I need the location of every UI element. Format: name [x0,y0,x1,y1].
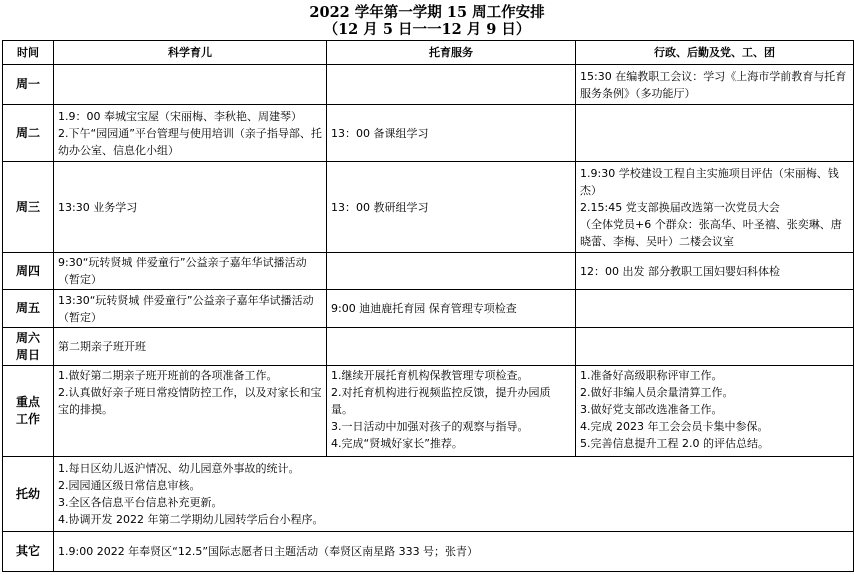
childcare-tuesday [327,105,576,162]
tuoyou-item: 2.园园通区级日常信息审核。 [58,479,201,492]
day-weekend-line: 周六 [15,330,40,345]
day-key-work-line: 工作 [15,412,40,426]
science-key-work-item: 2.认真做好亲子班日常疫情防控工作，以及对家长和宝宝的排摸。 [58,386,322,416]
admin-tuesday [576,105,854,162]
admin-key-work-item: 2.做好非编人员余量清算工作。 [580,386,734,399]
row-thursday [3,253,854,290]
childcare-monday [327,65,576,105]
admin-key-work-item: 4.完成 2023 年工会会员卡集中参保。 [580,420,769,433]
admin-monday-item: 15:30 在编教职工会议：学习《上海市学前教育与托育服务条例》（多功能厅） [580,69,847,100]
row-weekend [3,328,854,366]
day-wednesday: 周三 [3,162,54,253]
admin-key-work-item: 1.准备好高级职称评审工作。 [580,369,723,382]
science-friday-item: 13:30“玩转贤城 伴爱童行”公益亲子嘉年华试播活动（暂定） [58,293,314,324]
childcare-weekend [327,328,576,366]
childcare-wednesday [327,162,576,253]
childcare-friday [327,290,576,328]
childcare-key-work-item: 1.继续开展托育机构保教管理专项检查。 [331,369,529,382]
day-other: 其它 [3,532,54,572]
childcare-key-work-item: 2.对托育机构进行视频监控反馈，提升办园质量。 [331,386,551,416]
header-childcare: 托育服务 [327,41,576,65]
schedule-body [3,65,854,572]
tuoyou-item: 4.协调开发 2022 年第二学期幼儿园转学后台小程序。 [58,513,324,526]
tuoyou-item: 1.每日区幼儿返沪情况、幼儿园意外事故的统计。 [58,462,300,475]
admin-key-work-item: 5.完善信息提升工程 2.0 的评估总结。 [580,437,769,450]
other-items [54,532,854,572]
science-tuesday-item: 2.下午“园园通”平台管理与使用培训（亲子指导部、托幼办公室、信息化小组） [58,126,322,157]
science-tuesday-item: 1.9：00 奉城宝宝屋（宋丽梅、李秋艳、周建琴） [58,109,302,123]
header-science: 科学育儿 [54,41,327,65]
row-monday [3,65,854,105]
day-thursday: 周四 [3,253,54,290]
header-admin: 行政、后勤及党、工、团 [576,41,854,65]
day-weekend-line: 周日 [15,347,40,362]
science-thursday-item: 9:30“玩转贤城 伴爱童行”公益亲子嘉年华试播活动（暂定） [58,256,307,286]
row-other [3,532,854,572]
childcare-key-work-item: 4.完成“贤城好家长”推荐。 [331,437,463,450]
document-title [0,0,854,36]
science-tuesday [54,105,327,162]
day-key-work-line: 重点 [15,395,40,409]
admin-thursday [576,253,854,290]
day-key-work [3,366,54,457]
day-tuesday: 周二 [3,105,54,162]
tuoyou-items [54,457,854,532]
tuoyou-item: 3.全区各信息平台信息补充更新。 [58,496,223,509]
schedule-table [2,40,854,572]
science-key-work [54,366,327,457]
childcare-wednesday-item: 13：00 教研组学习 [331,200,429,214]
science-thursday [54,253,327,290]
admin-friday [576,290,854,328]
admin-key-work [576,366,854,457]
admin-wednesday-item: 1.9:30 学校建设工程自主实施项目评估（宋丽梅、钱杰） [580,166,839,197]
title-line-1: 2022 学年第一学期 15 周工作安排 [309,4,545,21]
row-key-work [3,366,854,457]
science-wednesday [54,162,327,253]
science-key-work-item: 1.做好第二期亲子班开班前的各项准备工作。 [58,369,278,382]
admin-thursday-item: 12：00 出发 部分教职工国妇婴妇科体检 [580,264,780,278]
other-item: 1.9:00 2022 年奉贤区“12.5”国际志愿者日主题活动（奉贤区南星路 333 号；张青） [58,545,479,558]
row-wednesday [3,162,854,253]
row-friday [3,290,854,328]
admin-wednesday-item: 2.15:45 党支部换届改选第一次党员大会 [580,200,780,214]
row-tuoyou [3,457,854,532]
header-row [3,41,854,65]
day-weekend [3,328,54,366]
title-line-2: （12 月 5 日一一12 月 9 日） [323,21,531,38]
science-friday [54,290,327,328]
day-monday: 周一 [3,65,54,105]
childcare-tuesday-item: 13：00 备课组学习 [331,126,429,140]
day-tuoyou: 托幼 [3,457,54,532]
header-time: 时间 [3,41,54,65]
childcare-friday-item: 9:00 迪迪鹿托育园 保育管理专项检查 [331,302,517,315]
science-wednesday-item: 13:30 业务学习 [58,200,138,214]
childcare-thursday [327,253,576,290]
admin-key-work-item: 3.做好党支部改选准备工作。 [580,403,723,416]
childcare-key-work [327,366,576,457]
admin-wednesday-item: （全体党员+6 个群众：张高华、叶圣禧、张奕琳、唐晓蕾、李梅、吴叶）二楼会议室 [580,217,842,248]
science-weekend-item: 第二期亲子班开班 [58,340,146,353]
admin-weekend [576,328,854,366]
science-monday [54,65,327,105]
admin-wednesday [576,162,854,253]
science-weekend [54,328,327,366]
row-tuesday [3,105,854,162]
childcare-key-work-item: 3.一日活动中加强对孩子的观察与指导。 [331,420,529,433]
day-friday: 周五 [3,290,54,328]
admin-monday [576,65,854,105]
